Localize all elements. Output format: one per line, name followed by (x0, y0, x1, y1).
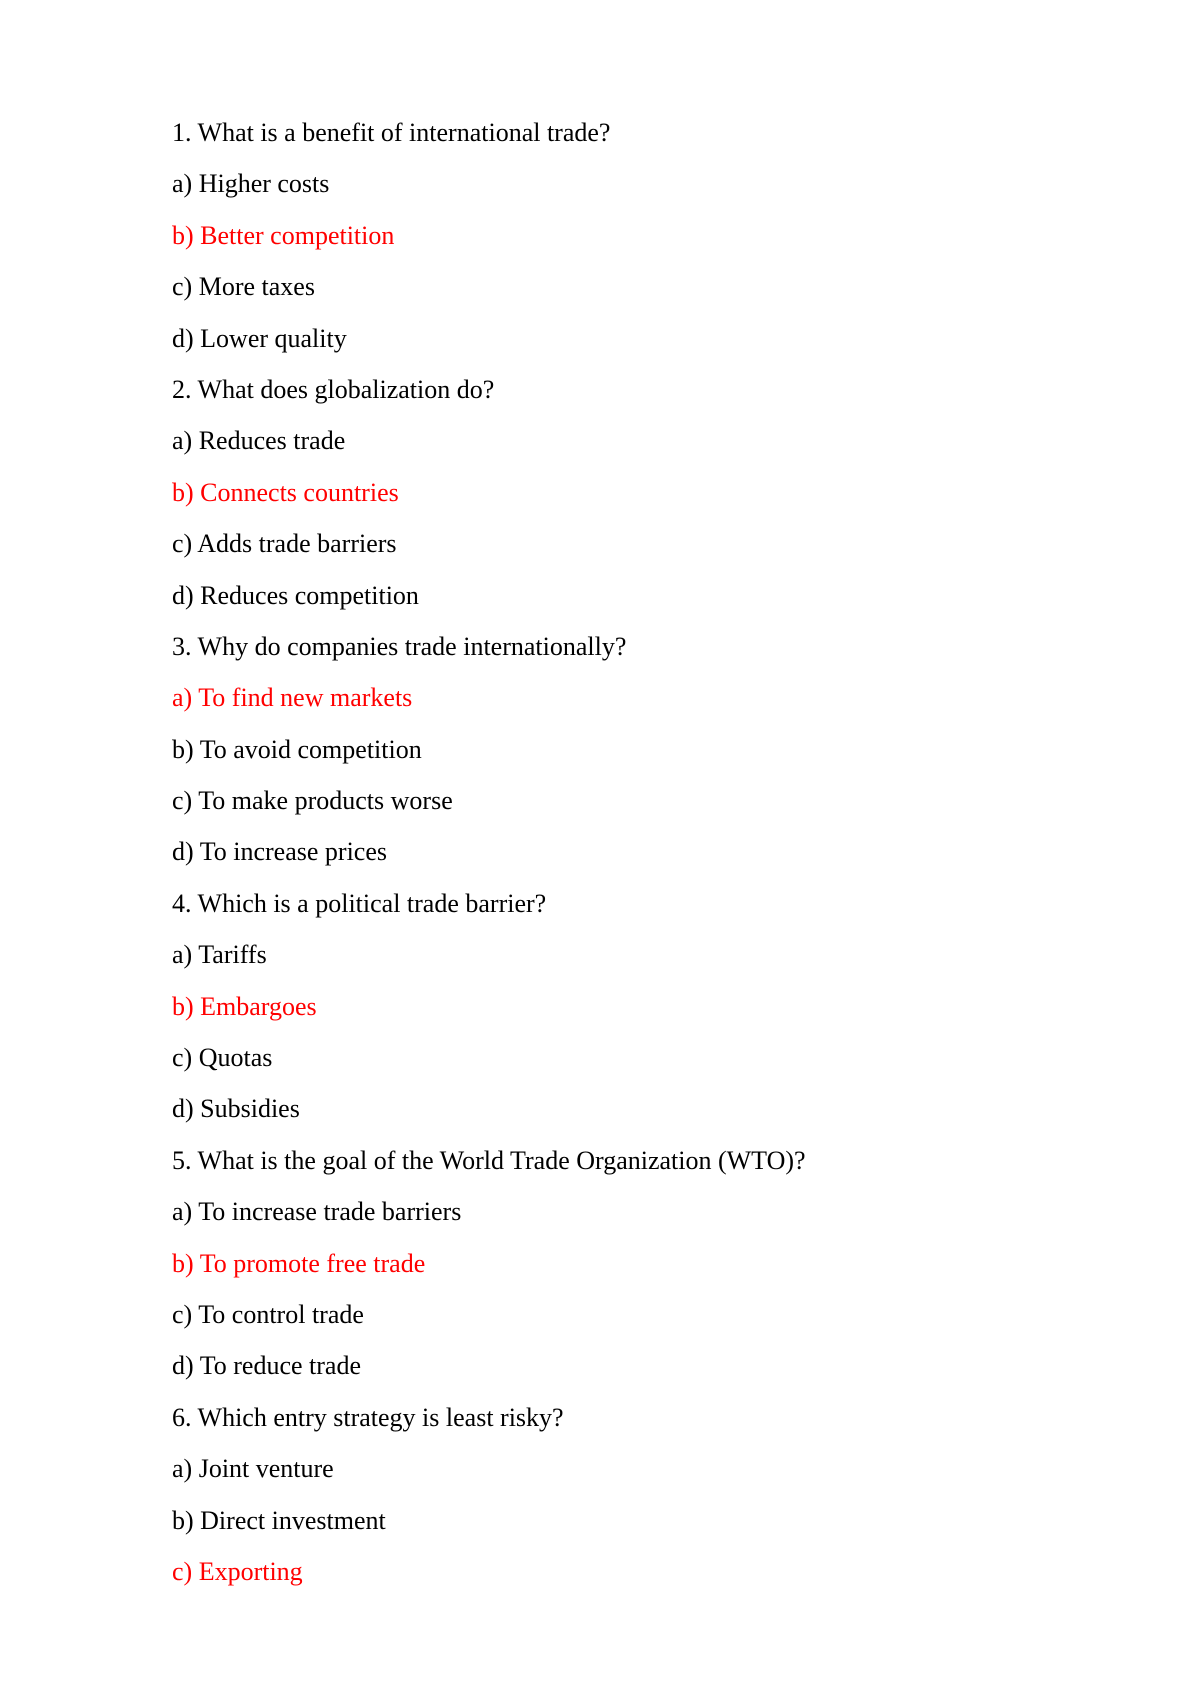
answer-option: c) Quotas (172, 1043, 273, 1073)
answer-option: b) To avoid competition (172, 734, 422, 764)
answer-option: c) Adds trade barriers (172, 529, 397, 559)
question-block (172, 1141, 1132, 1398)
answer-option: d) Lower quality (172, 323, 347, 353)
answer-option: a) Higher costs (172, 169, 330, 199)
question-text: 6. Which entry strategy is least risky? (172, 1402, 564, 1432)
question-block (172, 1398, 1132, 1604)
answer-option-correct: b) Better competition (172, 220, 395, 250)
question-text: 5. What is the goal of the World Trade Organization (WTO)? (172, 1145, 806, 1175)
answer-option-correct: b) Embargoes (172, 991, 317, 1021)
answer-option: d) Subsidies (172, 1094, 300, 1124)
answer-option: d) To increase prices (172, 837, 387, 867)
answer-option: b) Direct investment (172, 1505, 386, 1535)
answer-option: a) Reduces trade (172, 426, 346, 456)
answer-option: c) To control trade (172, 1299, 364, 1329)
answer-option: a) Tariffs (172, 940, 267, 970)
answer-option: c) More taxes (172, 272, 315, 302)
answer-option: c) To make products worse (172, 786, 453, 816)
question-block (172, 370, 1132, 627)
question-block (172, 884, 1132, 1141)
quiz-content (172, 113, 1132, 1603)
question-text: 4. Which is a political trade barrier? (172, 888, 547, 918)
answer-option-correct: c) Exporting (172, 1556, 303, 1586)
answer-option: a) Joint venture (172, 1454, 334, 1484)
answer-option-correct: b) Connects countries (172, 477, 399, 507)
question-block (172, 627, 1132, 884)
answer-option-correct: b) To promote free trade (172, 1248, 426, 1278)
answer-option: d) Reduces competition (172, 580, 419, 610)
answer-option-correct: a) To find new markets (172, 683, 413, 713)
question-text: 2. What does globalization do? (172, 374, 495, 404)
question-text: 1. What is a benefit of international trade? (172, 118, 611, 147)
question-text: 3. Why do companies trade internationally? (172, 631, 627, 661)
question-block (172, 113, 1132, 370)
answer-option: d) To reduce trade (172, 1351, 361, 1381)
answer-option: a) To increase trade barriers (172, 1197, 462, 1227)
